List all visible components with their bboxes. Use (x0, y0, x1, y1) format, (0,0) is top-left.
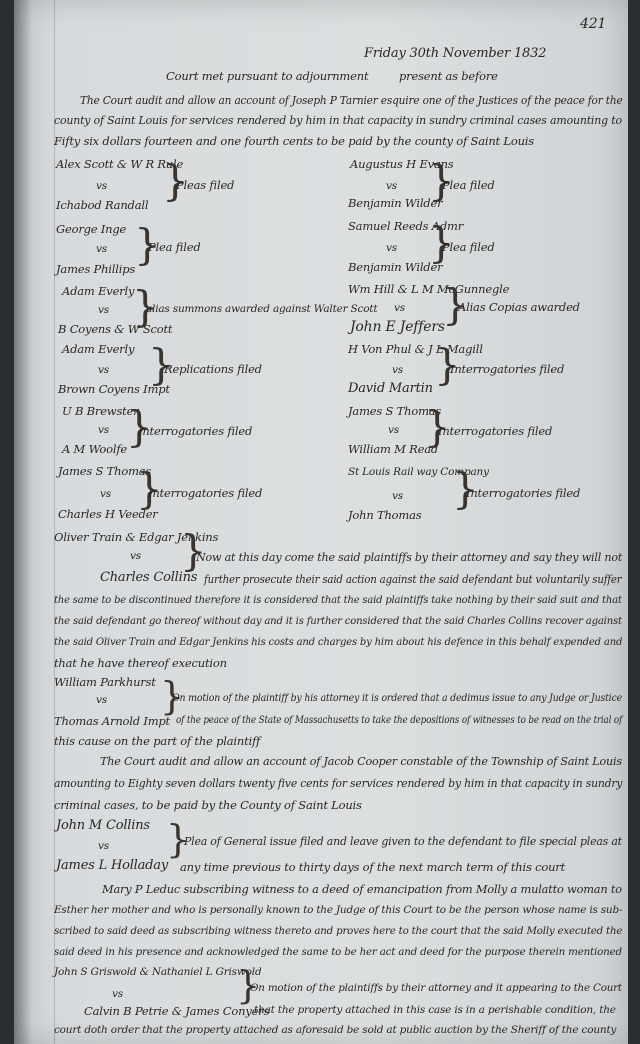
brace: } (180, 526, 207, 575)
text-line: Now at this day come the said plaintiffs by their attorney and say they will not (196, 550, 623, 564)
text-line: amounting to Eighty seven dollars twenty five cents for services rendered by him in that capacity in sundry (54, 776, 623, 790)
text-line: The Court audit and allow an account of Jacob Cooper constable of the Township of Saint Louis (100, 754, 622, 768)
text-line: the same to be discontinued therefore it is considered that the said plaintiffs take nothing by their said suit and that (54, 594, 622, 606)
case-plaintiff: John S Griswold & Nathaniel L Griswold (54, 966, 262, 978)
case-vs: vs (100, 488, 111, 500)
text-line: that the property attached in this case is in a perishable condition, the (254, 1004, 616, 1016)
case-note: Interrogatories filed (148, 486, 263, 500)
case-defendant: James L Holladay (56, 858, 168, 873)
case-vs: vs (96, 180, 107, 192)
case-defendant: John Thomas (348, 508, 422, 522)
case-vs: vs (388, 424, 399, 436)
case-vs: vs (98, 364, 109, 376)
text-line: county of Saint Louis for services rendered by him in that capacity in sundry criminal cases amounting to (54, 113, 622, 127)
ledger-page (14, 0, 628, 1044)
text-line: scribed to said deed as subscribing witness thereto and proves here to the court that the said Molly executed the (54, 925, 623, 937)
brace: } (160, 674, 185, 718)
case-defendant: B Coyens & W Scott (58, 322, 173, 336)
text-line: that he have thereof execution (54, 656, 227, 670)
text-line: Plea of General issue filed and leave given to the defendant to file special pleas at (184, 834, 622, 848)
case-vs: vs (386, 242, 397, 254)
case-vs: vs (386, 180, 397, 192)
brace: } (424, 402, 451, 451)
text-line: the said Oliver Train and Edgar Jenkins his costs and charges by him about his defence in this behalf expended and (54, 636, 623, 648)
brace: } (428, 156, 455, 205)
brace: } (136, 464, 163, 513)
brace: } (132, 282, 159, 331)
case-vs: vs (394, 302, 405, 314)
case-defendant: Calvin B Petrie & James Conyers (84, 1004, 270, 1018)
text-line: this cause on the part of the plaintiff (54, 734, 261, 748)
case-vs: vs (98, 304, 109, 316)
brace: } (428, 218, 455, 267)
text-line: On motion of the plaintiffs by their attorney and it appearing to the Court (250, 982, 622, 994)
text-line: Mary P Leduc subscribing witness to a deed of emancipation from Molly a mulatto woman to (102, 882, 622, 896)
page-number: 421 (580, 16, 607, 32)
case-defendant: Benjamin Wilder (348, 260, 443, 274)
margin-rule (54, 0, 55, 1044)
case-note: Plea filed (442, 178, 495, 192)
case-plaintiff: Wm Hill & L M McGunnegle (348, 282, 510, 296)
case-note: Replications filed (164, 362, 262, 376)
text-line: of the peace of the State of Massachusetts to take the depositions of witnesses to be read on the trial of (176, 714, 623, 726)
text-line: court doth order that the property attached as aforesaid be sold at public auction by the Sheriff of the county (54, 1024, 617, 1036)
case-defendant: Ichabod Randall (56, 198, 149, 212)
case-vs: vs (392, 490, 403, 502)
case-plaintiff: James S Thomas (58, 464, 152, 478)
case-note: Interrogatories filed (450, 362, 565, 376)
case-vs: vs (96, 243, 107, 255)
brace: } (162, 156, 189, 205)
case-defendant: A M Woolfe (62, 442, 128, 456)
case-defendant: Charles H Veeder (58, 507, 158, 521)
brace: } (126, 402, 153, 451)
case-plaintiff: George Inge (56, 222, 127, 236)
text-line: On motion of the plaintiff by his attorney it is ordered that a dedimus issue to any Judge or Justice (172, 692, 622, 704)
case-note: Alias Copias awarded (458, 300, 580, 314)
case-vs: vs (96, 694, 107, 706)
court-met-line: Court met pursuant to adjournment (166, 69, 369, 83)
case-note: Interrogatories filed (438, 424, 553, 438)
case-defendant: Thomas Arnold Impt (54, 714, 170, 728)
text-line: criminal cases, to be paid by the County of Saint Louis (54, 798, 362, 812)
text-line: Esther her mother and who is personally known to the Judge of this Court to be the person whose name is sub- (54, 904, 623, 916)
case-vs: vs (112, 988, 123, 1000)
text-line: said deed in his presence and acknowledged the same to be her act and deed for the purpose therein mentioned (54, 946, 622, 958)
case-vs: vs (130, 550, 141, 562)
case-plaintiff: Oliver Train & Edgar Jenkins (54, 530, 219, 544)
case-plaintiff: Adam Everly (62, 284, 135, 298)
brace: } (148, 340, 175, 389)
text-line: The Court audit and allow an account of Joseph P Tarnier esquire one of the Justices of the peace for the (80, 93, 623, 107)
case-defendant: James Phillips (56, 262, 136, 276)
brace: } (442, 280, 469, 329)
date-line: Friday 30th November 1832 (364, 46, 547, 61)
case-plaintiff: John M Collins (56, 818, 150, 833)
case-defendant: Benjamin Wilder (348, 196, 443, 210)
case-plaintiff: H Von Phul & J L Magill (348, 342, 483, 356)
present-line: present as before (399, 69, 498, 83)
case-plaintiff: Adam Everly (62, 342, 135, 356)
brace: } (236, 963, 261, 1007)
case-note: Pleas filed (176, 178, 235, 192)
case-plaintiff: James S Thomas (348, 404, 442, 418)
case-plaintiff: Samuel Reeds Admr (348, 219, 464, 233)
case-plaintiff: William Parkhurst (54, 675, 156, 689)
text-line: the said defendant go thereof without day and it is further considered that the said Charles Collins recover against (54, 615, 622, 627)
brace: } (452, 464, 479, 513)
text-line: Fifty six dollars fourteen and one fourth cents to be paid by the county of Saint Louis (54, 134, 534, 148)
brace: } (134, 220, 161, 269)
case-note: Interrogatories filed (466, 486, 581, 500)
case-plaintiff: U B Brewster (62, 404, 139, 418)
case-defendant: David Martin (348, 381, 433, 396)
case-plaintiff: Alex Scott & W R Rule (56, 157, 184, 171)
case-note: Plea filed (442, 240, 495, 254)
case-vs: vs (98, 840, 109, 852)
case-plaintiff: St Louis Rail way Company (348, 466, 489, 478)
text-line: any time previous to thirty days of the next march term of this court (180, 860, 565, 874)
binding-shadow (14, 0, 32, 1044)
case-defendant: Brown Coyens Impt (58, 382, 170, 396)
case-plaintiff: Augustus H Evans (350, 157, 454, 171)
case-note: Interrogatories filed (138, 424, 253, 438)
case-note: Plea filed (148, 240, 201, 254)
case-defendant: William M Read (348, 442, 439, 456)
case-vs: vs (392, 364, 403, 376)
case-defendant: Charles Collins (100, 570, 198, 585)
case-vs: vs (98, 424, 109, 436)
case-note: alias summons awarded against Walter Scott (146, 303, 378, 315)
brace: } (166, 817, 191, 861)
brace: } (434, 340, 461, 389)
case-defendant: John E Jeffers (350, 319, 445, 335)
text-line: further prosecute their said action against the said defendant but voluntarily suffer (204, 572, 622, 586)
